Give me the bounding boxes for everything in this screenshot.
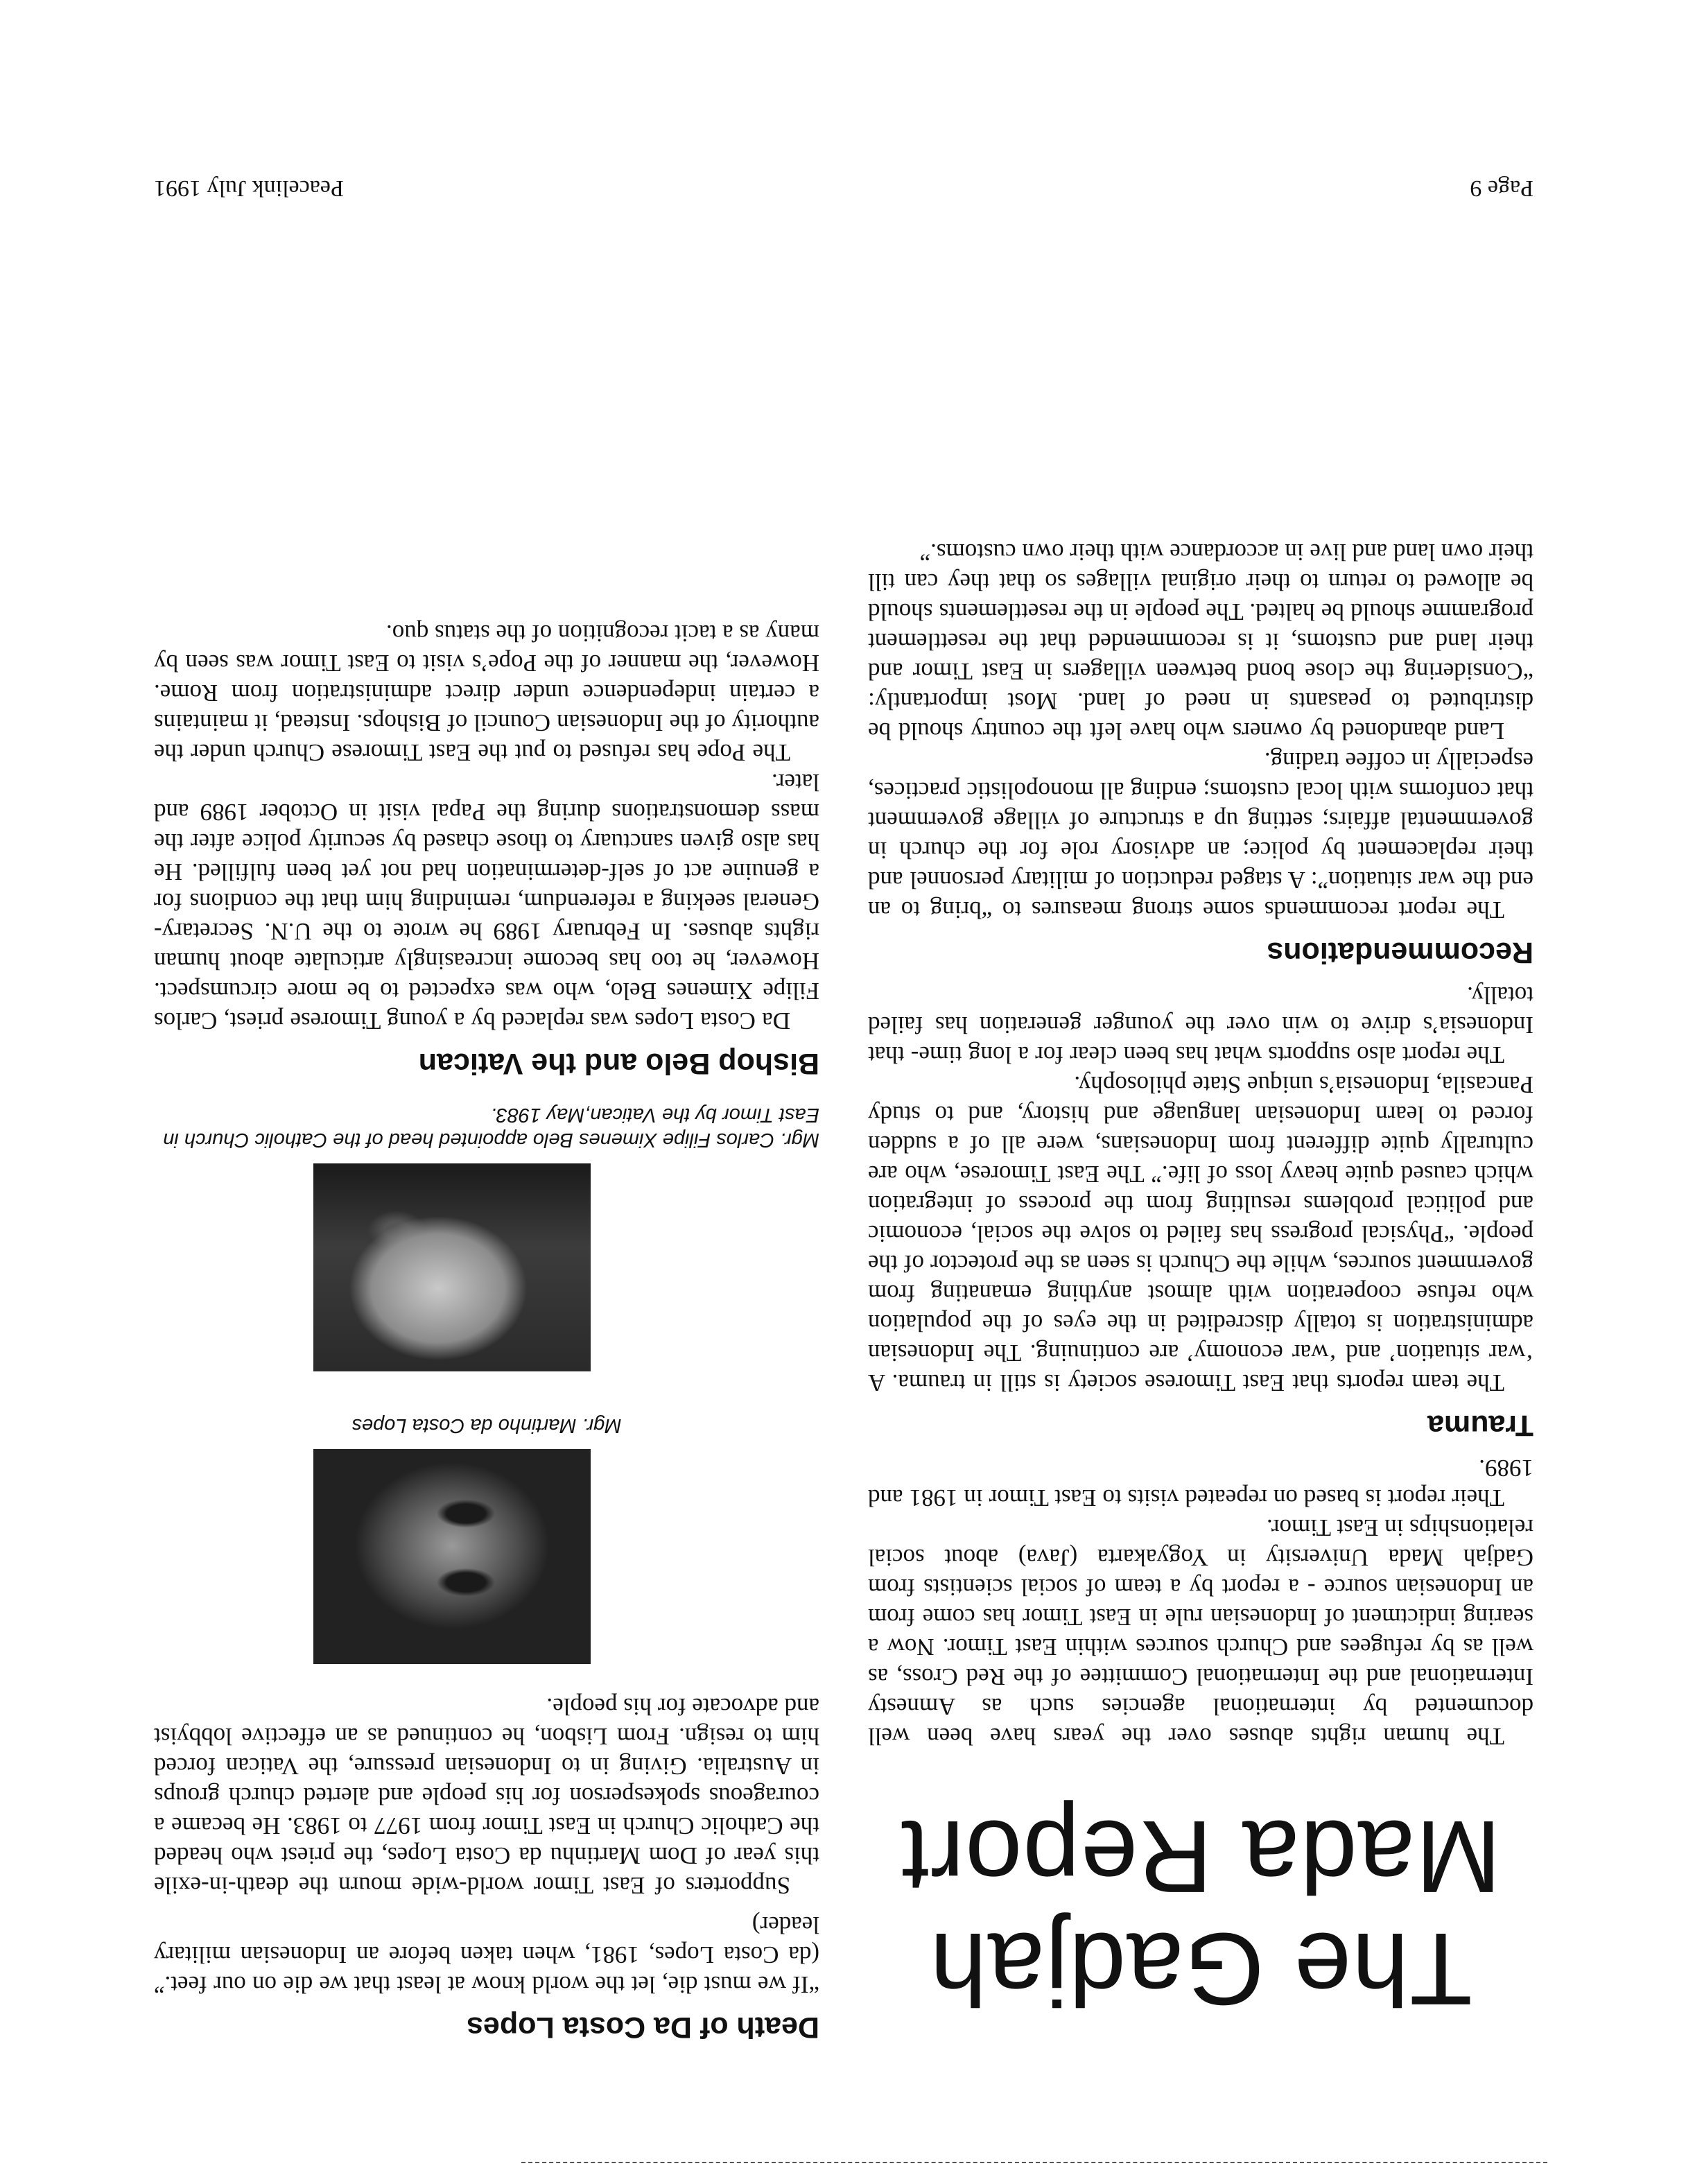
death-paragraph: Supporters of East Timor world-wide mourn the death-in-exile this year of Dom Martinhu da Costa Lopes, the priest who headed the Catholic Church in East Timor from 1977 to 1983. He became a courageous spokesperson for his people and alerted church groups in Australia. Giving in to Indonesian pressure, the Vatican forced him to resign. From Lisbon, he continued as an effective lobbyist and advocate for his people.	[154, 1693, 819, 1899]
belo-paragraph-2: The Pope has refused to put the East Timorese Church under the authority of the Indonesian Council of Bishops. Instead, it maintains a certain independence under direct administration from Rome. However, the manner of the Pope’s visit to East Timor was seen by many as a tacit recognition of the status quo.	[154, 620, 819, 766]
trauma-heading: Trauma	[1427, 1409, 1533, 1442]
recommendations-heading: Recommendations	[1267, 936, 1533, 969]
article-column	[868, 537, 1533, 2052]
trauma-paragraph-2: The report also supports what has been clear for a long time- that Indonesia’s drive to win over the younger generation has failed totally.	[868, 982, 1533, 1068]
belo-heading: Bishop Belo and the Vatican	[418, 1047, 819, 1080]
costa-lopes-photo	[313, 1449, 591, 1664]
intro-paragraph: The human rights abuses over the years have been well documented by international agencies such as Amnesty International and the International Committee of the Red Cross, as well as by refugees and Church sources within East Timor. Now a searing indictment of Indonesian rule in East Timor has come from an Indonesian source - a report by a team of social scientists from Gadjah Mada University in Yogyakarta (Java) about social relationships in East Timor.	[868, 1514, 1533, 1750]
belo-caption: Mgr. Carlos Filipe Ximenes Belo appointed head of the Catholic Church in East Timor by the Vatican,May 1983.	[163, 1104, 819, 1151]
article-title-line1: The Gadjah	[929, 1912, 1472, 2026]
sidebar-column	[154, 618, 819, 2052]
recommendations-paragraph-2: Land abandoned by owners who have left the country should be distributed to peasants in need of land. Most importantly: “Considering the close bond between villagers in East Timor and their land and customs, it is recommended that the resettlement programme should be halted. The people in the resettlements should be allowed to return to their original villages so that they can till their own land and live in accordance with their own customs.”	[868, 539, 1533, 745]
quote-paragraph: “If we must die, let the world know at least that we die on our feet.” (da Costa Lopes, 1981, when taken before an Indonesian military leader)	[154, 1912, 819, 1998]
costa-lopes-caption: Mgr. Martinho da Costa Lopes	[351, 1414, 622, 1437]
article-title	[868, 1800, 1533, 2025]
death-heading: Death of Da Costa Lopes	[467, 2011, 819, 2044]
publication-line: Peacelink July 1991	[154, 175, 344, 201]
recommendations-paragraph: The report recommends some strong measures to “bring to an end the war situation”: A staged reduction of military personnel and their replacement by police; an advisory role for the church in governmental affairs; setting up a structure of village government that conforms with local customs; ending all monopolistic practices, especially in coffee trading.	[868, 747, 1533, 924]
scan-edge-line	[521, 2162, 1547, 2163]
belo-photo	[313, 1163, 591, 1371]
article-title-line2: Mada Report	[900, 1799, 1502, 1914]
trauma-paragraph: The team reports that East Timorese society is still in trauma. A ‘war situation’ and ‘war economy’ are continuing. The Indonesian administration is totally discredited in the eyes of the population who refuse cooperation with almost anything emanating from government sources, while the Church is seen as the protector of the people. “Physical progress has failed to solve the social, economic and political problems resulting from the process of integration which caused quite heavy loss of life.” The East Timorese, who are culturally quite different from Indonesians, were all of a sudden forced to learn Indonesian language and history, and to study Pancasila, Indonesia’s unique State philosophy.	[868, 1071, 1533, 1396]
intro-paragraph-2: Their report is based on repeated visits to East Timor in 1981 and 1989.	[868, 1455, 1533, 1511]
belo-paragraph: Da Costa Lopes was replaced by a young Timorese priest, Carlos Filipe Ximenes Belo, who was expected to be more circumspect. However, he too has become increasingly articulate about human rights abuses. In February 1989 he wrote to the U.N. Secretary-General seeking a referendum, reminding him that the condions for a genuine act of self-determination had not yet been fulfilled. He has also given sanctuary to those chased by security police after the mass demonstrations during the Papal visit in October 1989 and later.	[154, 769, 819, 1034]
page-number: Page 9	[1470, 175, 1533, 201]
